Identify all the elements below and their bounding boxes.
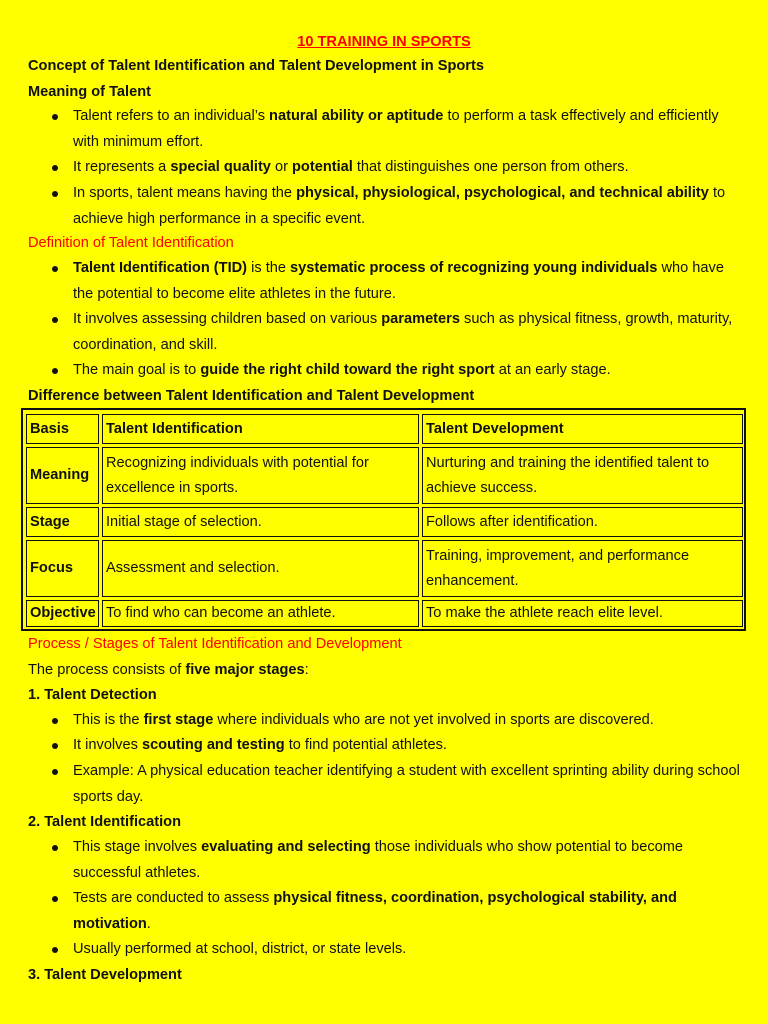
bullet-icon bbox=[52, 718, 58, 724]
bold-run: first stage bbox=[143, 712, 214, 728]
definition-heading: Definition of Talent Identification bbox=[28, 235, 234, 251]
process-heading: Process / Stages of Talent Identification and Development bbox=[28, 636, 402, 652]
table-cell-basis: Meaning bbox=[26, 447, 99, 504]
text-run: those individuals who show potential to become successful athletes. bbox=[73, 839, 684, 881]
text-run: The process consists of bbox=[28, 662, 186, 678]
table-cell-basis: Stage bbox=[26, 507, 99, 537]
meaning-heading: Meaning of Talent bbox=[28, 84, 151, 100]
bullet-icon bbox=[52, 191, 58, 197]
text-run: to find potential athletes. bbox=[284, 737, 447, 753]
list-item: Example: A physical education teacher identifying a student with excellent sprinting ability during school sports day. bbox=[73, 763, 740, 805]
bullet-icon bbox=[52, 165, 58, 171]
text-run: This is the bbox=[73, 712, 144, 728]
list-item bbox=[73, 358, 743, 384]
table-cell: To make the athlete reach elite level. bbox=[422, 600, 743, 627]
list-item bbox=[73, 256, 743, 307]
stage2-heading: 2. Talent Identification bbox=[28, 814, 181, 830]
table-cell: Recognizing individuals with potential for excellence in sports. bbox=[102, 447, 419, 504]
text-run: In sports, talent means having the bbox=[73, 185, 297, 201]
text-run: This stage involves bbox=[73, 839, 202, 855]
bullet-icon bbox=[52, 896, 58, 902]
table-cell: Training, improvement, and performance enhancement. bbox=[422, 540, 743, 597]
bold-run: physical fitness, coordination, psychological stability, and motivation bbox=[73, 890, 677, 932]
text-run: who have the potential to become elite athletes in the future. bbox=[73, 260, 724, 302]
bullet-icon bbox=[52, 114, 58, 120]
table-cell: Assessment and selection. bbox=[102, 540, 419, 597]
table-cell: Initial stage of selection. bbox=[102, 507, 419, 537]
text-run: The main goal is to bbox=[73, 362, 201, 378]
text-run: that distinguishes one person from others. bbox=[352, 159, 629, 175]
comparison-table bbox=[21, 408, 746, 631]
bold-run: scouting and testing bbox=[141, 737, 285, 753]
stage1-heading: 1. Talent Detection bbox=[28, 687, 157, 703]
list-item bbox=[73, 733, 743, 759]
list-item bbox=[73, 155, 743, 181]
list-item bbox=[73, 104, 743, 155]
text-run: where individuals who are not yet involved in sports are discovered. bbox=[213, 712, 654, 728]
concept-heading: Concept of Talent Identification and Talent Development in Sports bbox=[28, 58, 484, 74]
bullet-icon bbox=[52, 845, 58, 851]
bold-run: potential bbox=[292, 159, 353, 175]
bold-run: systematic process of recognizing young individuals bbox=[290, 260, 658, 276]
table-header-basis: Basis bbox=[26, 414, 99, 444]
bold-run: parameters bbox=[381, 311, 460, 327]
bold-run: guide the right child toward the right sport bbox=[200, 362, 495, 378]
text-run: It represents a bbox=[73, 159, 171, 175]
text-run: at an early stage. bbox=[494, 362, 611, 378]
bold-run: special quality bbox=[170, 159, 271, 175]
bold-run: natural ability or aptitude bbox=[269, 108, 444, 124]
bullet-icon bbox=[52, 266, 58, 272]
bullet-icon bbox=[52, 947, 58, 953]
bullet-icon bbox=[52, 743, 58, 749]
text-run: . bbox=[146, 915, 151, 932]
table-cell: Nurturing and training the identified talent to achieve success. bbox=[422, 447, 743, 504]
table-header-identification: Talent Identification bbox=[102, 414, 419, 444]
table-cell-basis: Objective bbox=[26, 600, 99, 627]
list-item bbox=[73, 835, 743, 886]
text-run: or bbox=[270, 159, 293, 175]
bold-run: physical, physiological, psychological, and technical ability bbox=[296, 185, 709, 201]
page-title: 10 TRAINING IN SPORTS bbox=[297, 34, 471, 50]
list-item bbox=[73, 708, 743, 734]
bullet-icon bbox=[52, 368, 58, 374]
bold-run: evaluating and selecting bbox=[201, 839, 371, 855]
difference-heading: Difference between Talent Identification and Talent Development bbox=[28, 388, 475, 404]
process-intro bbox=[28, 660, 309, 680]
list-item bbox=[73, 307, 743, 358]
text-run: to perform a task effectively and efficiently with minimum effort. bbox=[73, 108, 719, 150]
text-run: to achieve high performance in a specific event. bbox=[73, 185, 726, 227]
table-cell-basis: Focus bbox=[26, 540, 99, 597]
bullet-icon bbox=[52, 769, 58, 775]
bold-run: Talent Identification (TID) bbox=[73, 260, 248, 276]
list-item bbox=[73, 181, 743, 232]
list-item: Usually performed at school, district, or state levels. bbox=[73, 941, 407, 957]
text-run: It involves bbox=[73, 737, 142, 753]
table-cell: Follows after identification. bbox=[422, 507, 743, 537]
list-item bbox=[73, 886, 743, 937]
text-run: such as physical fitness, growth, maturity, coordination, and skill. bbox=[73, 311, 733, 353]
bullet-icon bbox=[52, 317, 58, 323]
text-run: is the bbox=[247, 260, 291, 276]
bold-run: five major stages bbox=[185, 662, 305, 678]
stage3-heading: 3. Talent Development bbox=[28, 967, 182, 983]
table-header-development: Talent Development bbox=[422, 414, 743, 444]
text-run: It involves assessing children based on various bbox=[73, 311, 382, 327]
text-run: Talent refers to an individual’s bbox=[73, 108, 270, 124]
text-run: : bbox=[304, 662, 309, 678]
table-cell: To find who can become an athlete. bbox=[102, 600, 419, 627]
text-run: Tests are conducted to assess bbox=[73, 890, 274, 906]
